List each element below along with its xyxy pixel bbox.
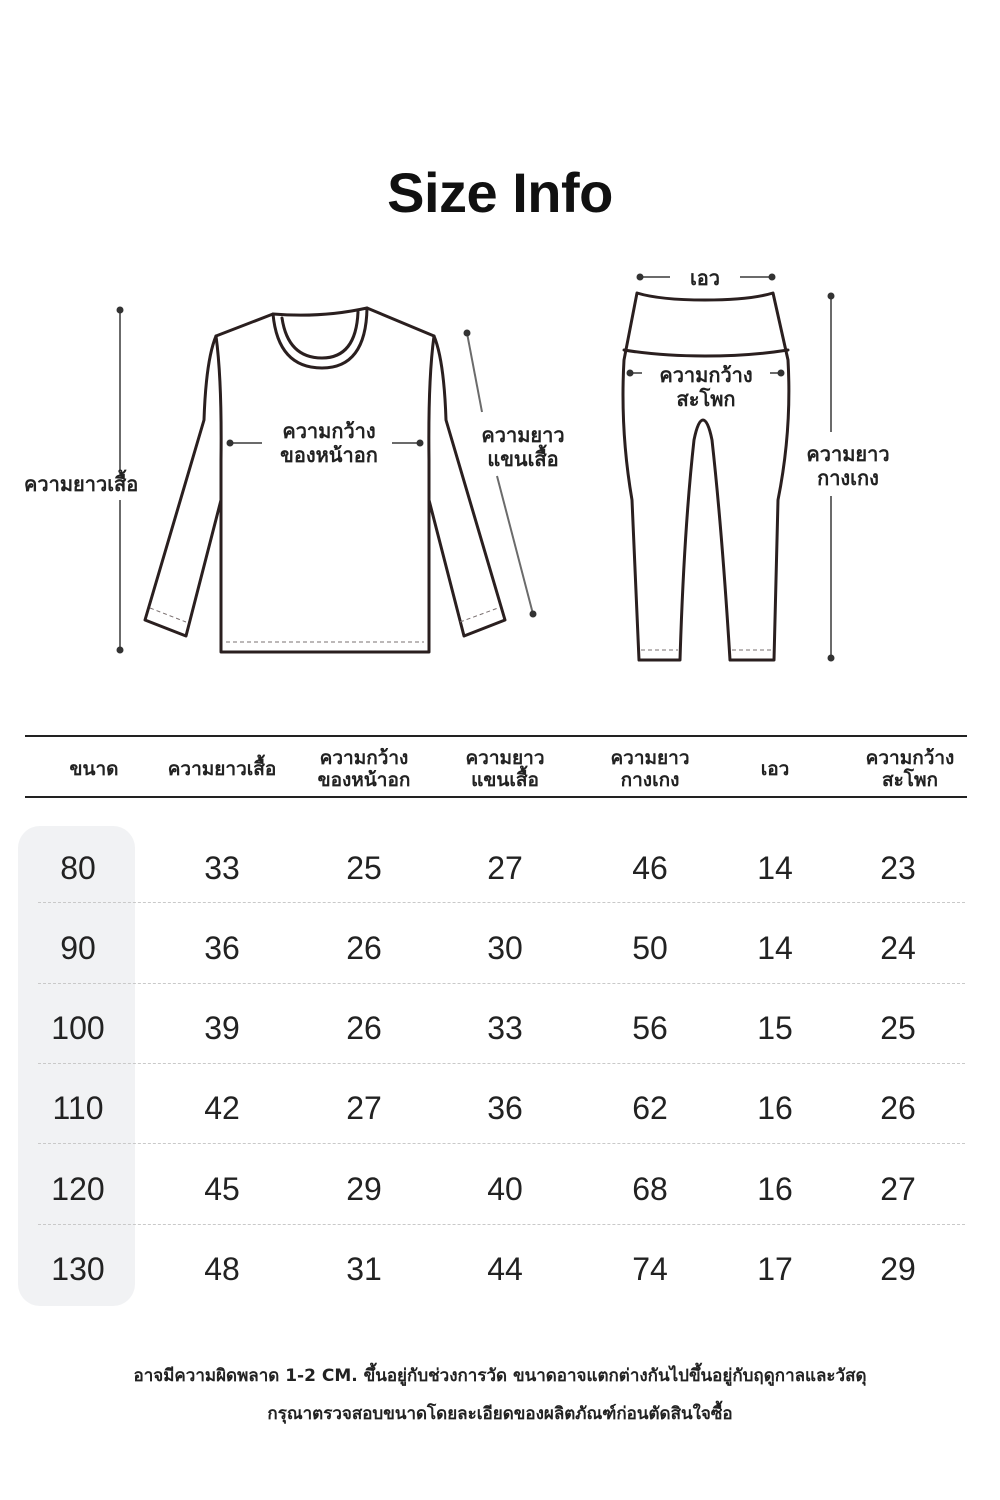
pants-length-label: ความยาว กางเกง xyxy=(806,442,890,490)
hip-width-label: ความกว้าง สะโพก xyxy=(659,363,753,411)
row-divider xyxy=(38,1143,965,1144)
header-shirt-length: ความยาวเสื้อ xyxy=(167,758,277,780)
header-size: ขนาด xyxy=(69,758,119,780)
cell-pants-length: 56 xyxy=(632,1010,668,1047)
cell-hip-width: 26 xyxy=(880,1090,916,1127)
shirt-length-label: ความยาวเสื้อ xyxy=(24,472,139,496)
cell-hip-width: 23 xyxy=(880,849,916,886)
cell-chest-width: 29 xyxy=(346,1170,382,1207)
row-divider xyxy=(38,1224,965,1225)
page-title: Size Info xyxy=(387,161,613,224)
cell-shirt-length: 45 xyxy=(204,1170,240,1207)
cell-size: 90 xyxy=(60,929,96,966)
header-sleeve-length: ความยาว แขนเสื้อ xyxy=(465,747,545,791)
cell-pants-length: 62 xyxy=(632,1090,668,1127)
cell-hip-width: 24 xyxy=(880,929,916,966)
cell-size: 110 xyxy=(52,1090,104,1127)
cell-waist: 15 xyxy=(757,1010,793,1047)
row-divider xyxy=(38,902,965,903)
pants-outline xyxy=(623,293,789,660)
cell-waist: 16 xyxy=(757,1090,793,1127)
chest-width-label: ความกว้าง ของหน้าอก xyxy=(280,419,378,467)
table-row xyxy=(0,989,1000,1069)
cell-sleeve-length: 27 xyxy=(487,849,523,886)
waist-label: เอว xyxy=(689,266,721,290)
cell-size: 120 xyxy=(51,1170,105,1207)
note-line-1: อาจมีความผิดพลาด 1-2 CM. ขึ้นอยู่กับช่วงการวัด ขนาดอาจแตกต่างกันไปขึ้นอยู่กับฤดูกาลและวัสดุ xyxy=(133,1366,867,1386)
header-waist: เอว xyxy=(760,758,790,780)
cell-chest-width: 27 xyxy=(346,1090,382,1127)
header-chest-width: ความกว้าง ของหน้าอก xyxy=(317,747,411,791)
cell-waist: 17 xyxy=(757,1251,793,1287)
cell-size: 130 xyxy=(51,1251,105,1287)
cell-hip-width: 27 xyxy=(880,1170,916,1207)
cell-pants-length: 46 xyxy=(632,849,668,886)
cell-sleeve-length: 44 xyxy=(487,1251,523,1287)
table-row xyxy=(0,1230,1000,1310)
cell-waist: 16 xyxy=(757,1170,793,1207)
cell-waist: 14 xyxy=(757,849,793,886)
table-row xyxy=(0,1069,1000,1149)
cell-hip-width: 25 xyxy=(880,1010,916,1047)
cell-shirt-length: 36 xyxy=(204,929,240,966)
cell-sleeve-length: 40 xyxy=(487,1170,523,1207)
sleeve-length-label: ความยาว แขนเสื้อ xyxy=(481,423,565,471)
cell-size: 100 xyxy=(51,1010,105,1047)
cell-waist: 14 xyxy=(757,929,793,966)
shirt-outline xyxy=(145,308,505,652)
cell-chest-width: 31 xyxy=(346,1251,382,1287)
table-header-rule xyxy=(25,796,967,798)
table-row xyxy=(0,1149,1000,1229)
note-line-2: กรุณาตรวจสอบขนาดโดยละเอียดของผลิตภัณฑ์ก่อนตัดสินใจซื้อ xyxy=(267,1404,733,1424)
cell-shirt-length: 39 xyxy=(204,1010,240,1047)
cell-sleeve-length: 30 xyxy=(487,929,523,966)
cell-pants-length: 74 xyxy=(632,1251,668,1287)
cell-size: 80 xyxy=(60,849,96,886)
table-row xyxy=(0,908,1000,988)
cell-shirt-length: 33 xyxy=(204,849,240,886)
table-row xyxy=(0,828,1000,908)
header-hip-width: ความกว้าง สะโพก xyxy=(865,747,955,791)
cell-sleeve-length: 33 xyxy=(487,1010,523,1047)
cell-shirt-length: 48 xyxy=(204,1251,240,1287)
cell-hip-width: 29 xyxy=(880,1251,916,1287)
size-diagram xyxy=(0,0,1000,700)
table-top-rule xyxy=(25,735,967,737)
header-pants-length: ความยาว กางเกง xyxy=(610,747,690,791)
cell-sleeve-length: 36 xyxy=(487,1090,523,1127)
cell-chest-width: 25 xyxy=(346,849,382,886)
row-divider xyxy=(38,1063,965,1064)
cell-chest-width: 26 xyxy=(346,929,382,966)
cell-pants-length: 50 xyxy=(632,929,668,966)
cell-pants-length: 68 xyxy=(632,1170,668,1207)
row-divider xyxy=(38,983,965,984)
cell-chest-width: 26 xyxy=(346,1010,382,1047)
cell-shirt-length: 42 xyxy=(204,1090,240,1127)
